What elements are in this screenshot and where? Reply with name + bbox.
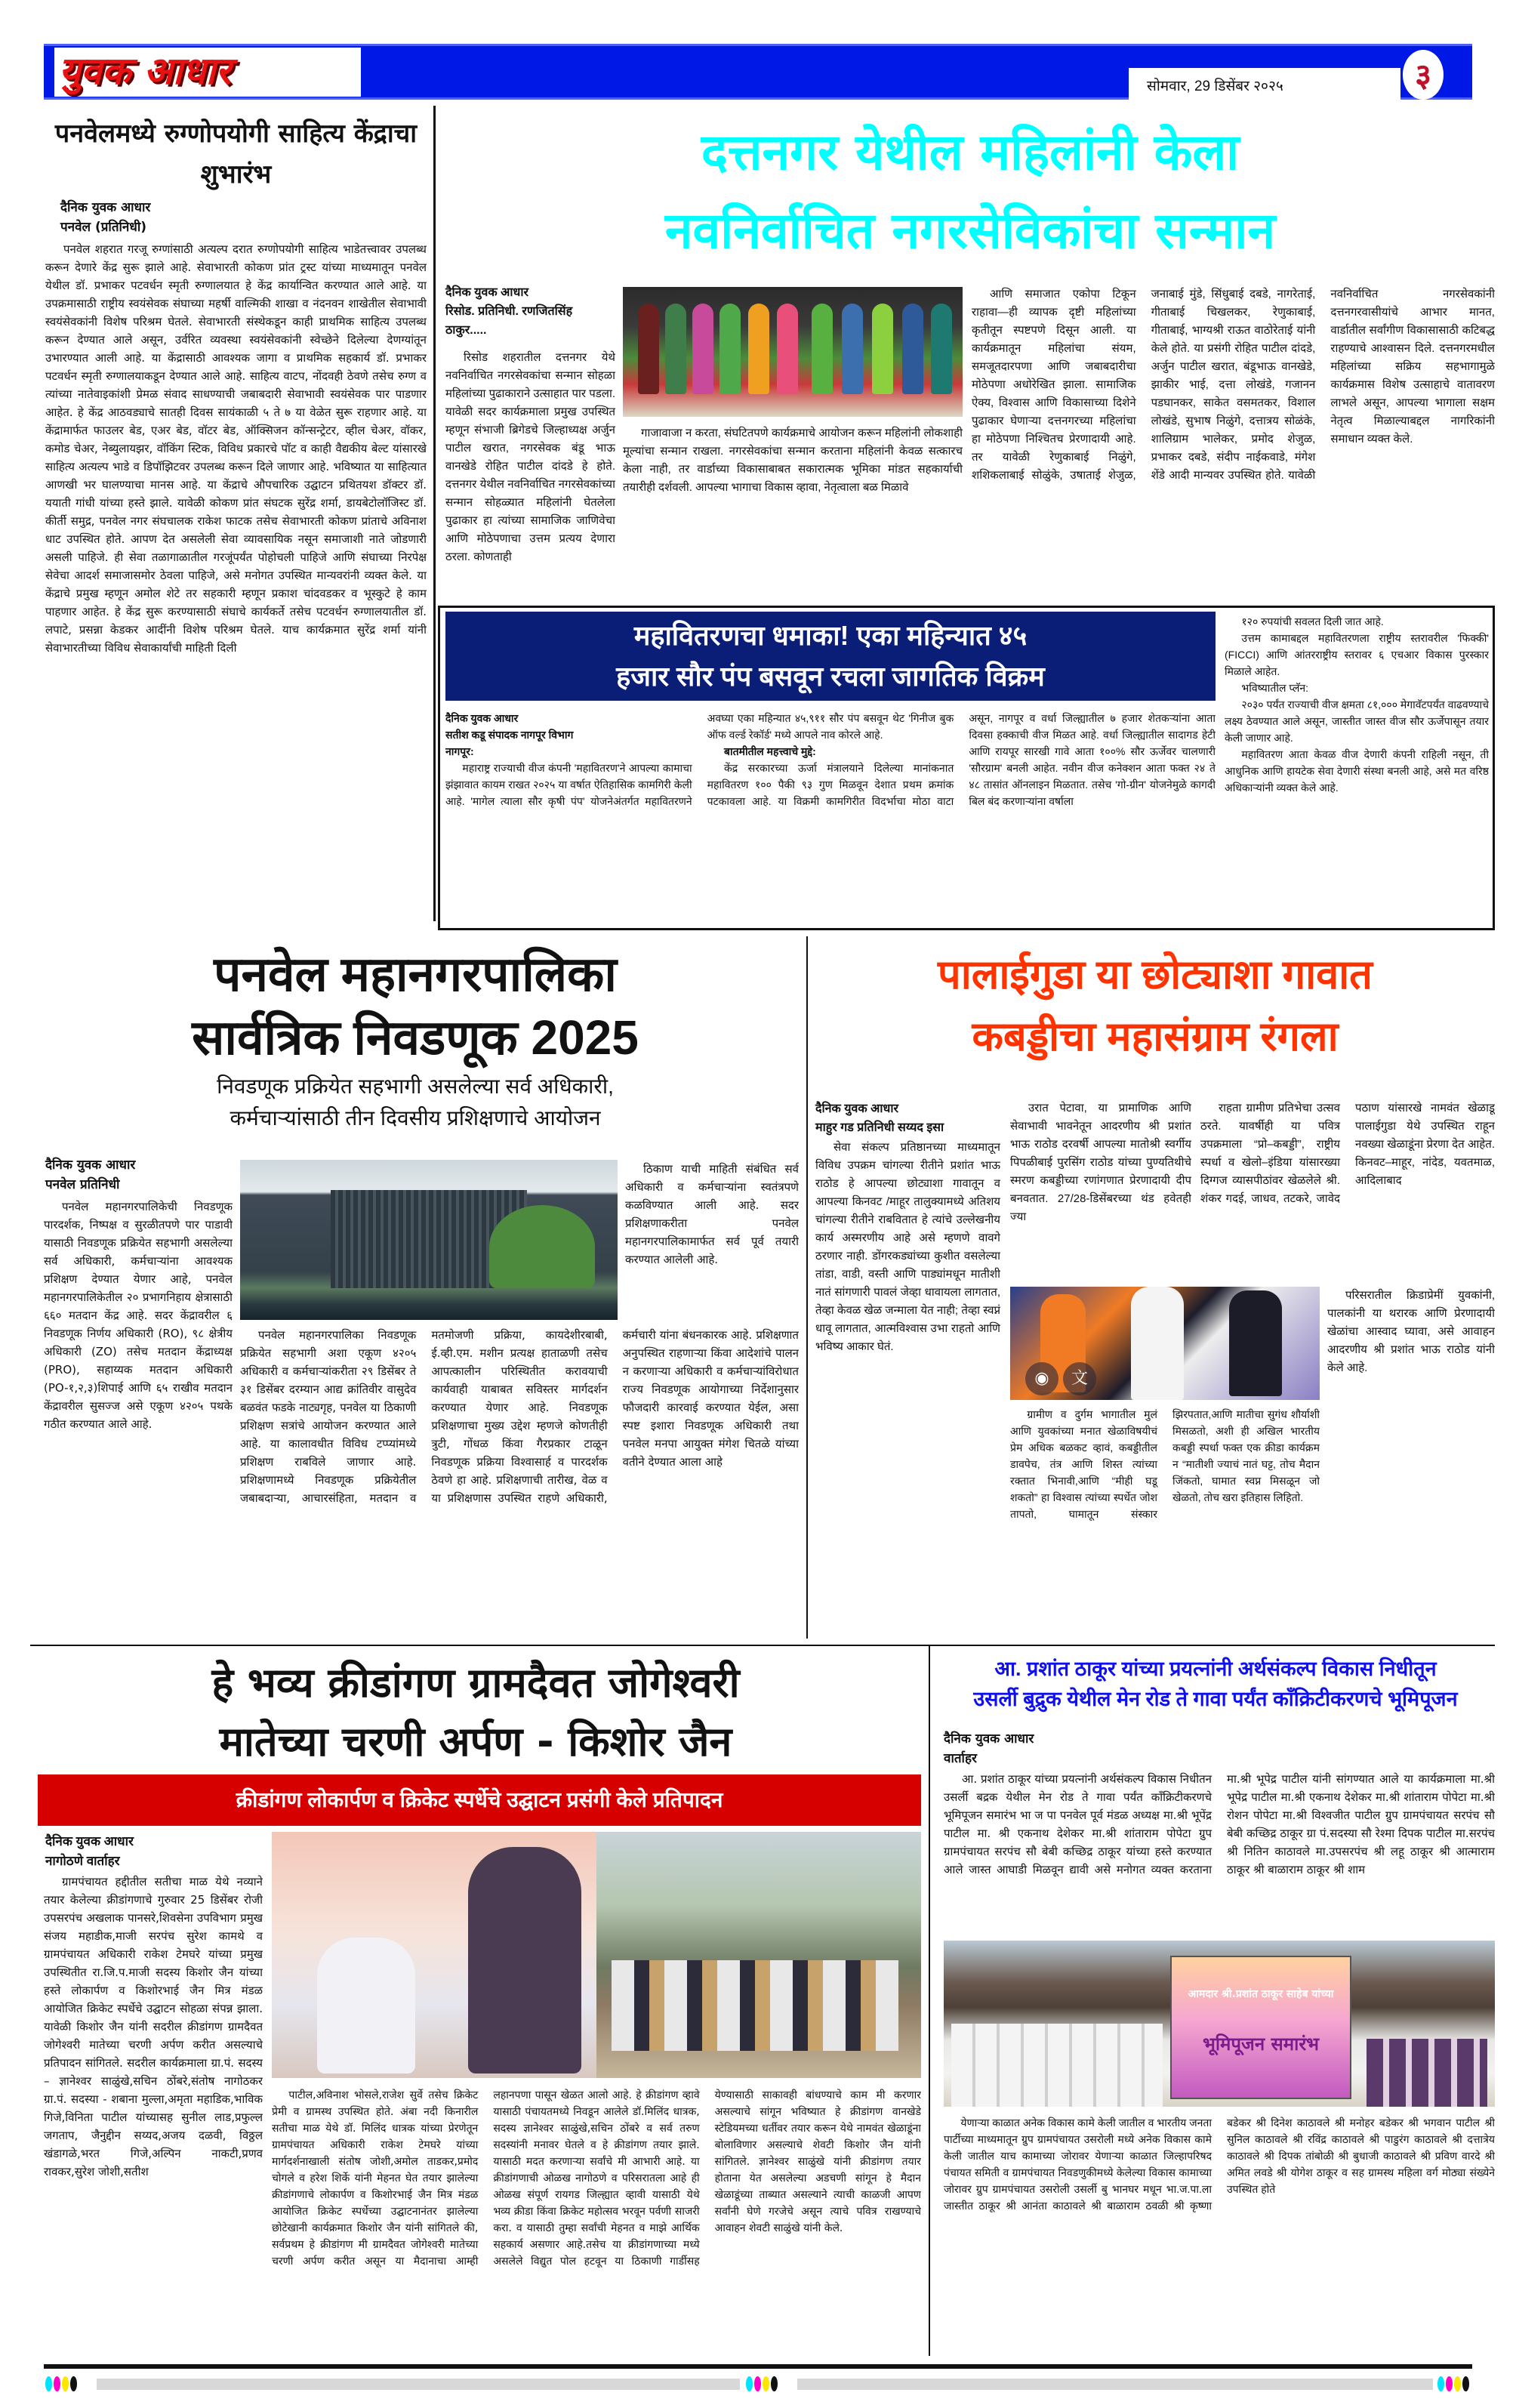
side-text: १२० रुपयांची सवलत दिली जात आहे. bbox=[1241, 615, 1384, 627]
registration-marks-right bbox=[1437, 2376, 1471, 2391]
byline-reporter: माहुर गड प्रतिनिधी सय्यद इसा bbox=[815, 1121, 944, 1134]
article5-column-2 bbox=[1010, 1099, 1191, 1279]
player bbox=[1229, 1290, 1282, 1396]
article2-text: रिसोड शहरातील दत्तनगर येथे नवनिर्वाचित नगरसेवकांचा सन्मान सोहळा महिलांच्या पुढाकाराने उत्साहात पार पडला. यावेळी सदर कार्यक्रमाला प्रमुख उपस्थित म्हणून संभाजी ब्रिगेडचे जिल्हाध्यक्ष अर्जुन पाटील खरात, नगरसेवक बंडू भाऊ वानखेडे रोहित पाटील दांदडे हे होते. दत्तनगर येथील नवनिर्वाचित नगरसेवकांच्या सन्मान सोहळ्यात महिलांनी घेतलेला पुढाकार हा त्यांच्या सामाजिक जाणिवेचा आणि मोठेपणाचा उत्तम प्रत्यय देणारा ठरला. कोणताही bbox=[445, 351, 615, 563]
cyan-dot bbox=[1437, 2376, 1444, 2391]
cyan-dot bbox=[45, 2376, 52, 2391]
article2-text: गाजावाजा न करता, संघटितपणे कार्यक्रमाचे आयोजन करून महिलांनी लोकशाही मूल्यांचा सन्मान राखला. नगरसेवकांचा सन्मान करताना महिलांनी केवळ सत्कारच केला नाही, तर वार्डाच्या विकासाबाबत सकारात्मक भूमिका मांडत सहकार्याची तयारीही दर्शवली. आपल्या भागाचा विकास व्हावा, नेतृत्वाला बळ मिळावे bbox=[623, 427, 963, 494]
byline-paper: दैनिक युवक आधार bbox=[45, 1834, 134, 1848]
article6-body bbox=[272, 2087, 921, 2348]
magenta-dot bbox=[1446, 2376, 1453, 2391]
municipal-building-photo bbox=[240, 1160, 618, 1320]
article6-column-a bbox=[44, 1873, 263, 2348]
translate-icon[interactable]: 文 bbox=[1063, 1362, 1096, 1395]
footer-rule bbox=[44, 2364, 1472, 2369]
byline-paper: दैनिक युवक आधार bbox=[45, 1158, 136, 1173]
photo-figure bbox=[842, 304, 863, 394]
section-divider bbox=[30, 1645, 1495, 1646]
bhoomipujan-photo bbox=[944, 1941, 1495, 2107]
black-dot bbox=[1462, 2376, 1469, 2391]
black-dot bbox=[70, 2376, 77, 2391]
event-banner bbox=[1170, 1956, 1351, 2099]
article3-text: महाराष्ट्र राज्याची वीज कंपनी 'महावितरण'ने आपल्या कामाचा झंझावात कायम राखत २०२५ या वर्षात ऐतिहासिक कामगिरी केली आहे. 'मागेल त्याला सौर कृषी पंप' योजनेअंतर्गत महावितरणने अवघ्या एका महिन्यात ४५,९११ सौर पंप बसवून थेट 'गिनीज बुक ऑफ वर्ल्ड रेकॉर्ड' मध्ये आपले नाव कोरले आहे. bbox=[445, 712, 954, 807]
article7-body-2 bbox=[944, 2114, 1495, 2348]
photo-figure bbox=[931, 304, 952, 394]
seated-figure bbox=[317, 1938, 415, 2073]
photo-figure bbox=[638, 304, 659, 394]
yellow-dot bbox=[62, 2376, 69, 2391]
registration-bar bbox=[797, 2379, 1433, 2390]
article7-text: येणाऱ्या काळात अनेक विकास कामे केली जातील व भारतीय जनता पार्टीच्या माध्यमातून ग्रुप ग्रामपंचायत उसरोली मध्ये अनेक विकास कामे केली जातील याच कामाच्या जोरावर येणाऱ्या काळात जिल्हापरिषद पंचायत समिती व ग्रामपंचायत निवडणुकीमध्ये केलेल्या विकास कामाच्या जोरावर ग्रुप ग्रामपंचायत उसरोली उसर्ली बु भानघर मधून भा.ज.पा.ला जास्तीत ठाकूर श्री आनंता काठावले श्री बाळाराम ठवळी श्री कृष्णा बडेकर श्री दिनेश काठावले श्री मनोहर बडेकर श्री भगवान पाटील श्री सुनिल काठावले श्री रविंद्र काठावले श्री पाडुरंग काठावले श्री दत्तात्रेय काठावले श्री दिपक तांबोळी श्री बुधाजी काठावले श्री प्रविण वारदे श्री अमित लवडे श्री योगेश ठाकूर व सह ग्रामस्थ महिला वर्ग मोठ्या संख्येने उपस्थित होते bbox=[944, 2117, 1495, 2212]
article2-column-c bbox=[972, 285, 1495, 598]
player bbox=[1131, 1287, 1184, 1400]
article6-text: ग्रामपंचायत हद्दीतील सतीचा माळ येथे नव्याने तयार केलेल्या क्रीडांगणाचे गुरुवार 25 डिसेंबर रोजी उपसरपंच अखलाक पानसरे,शिवसेना उपविभाग प्रमुख संजय महाडीक,माजी सरपंच सुरेश कामथे व ग्रामपंचायत अधिकारी राकेश टेमघरे यांच्या प्रमुख उपस्थितीत रा.जि.प.माजी सदस्य किशोर जैन यांच्या हस्ते लोकार्पण व किशोरभाई जैन मित्र मंडळ आयोजित क्रिकेट स्पर्धेचे उद्घाटन सोहळा संपन्न झाला. यावेळी किशोर जैन यांनी सदरील क्रीडांगण ग्रामदैवत जोगेश्वरी मातेच्या चरणी अर्पण करीत असल्याचे प्रतिपादन सांगितले. सदरील कार्यक्रमाला ग्रा.पं. सदस्य – ज्ञानेश्वर साळुंखे,सचिन ठोंबरे,संतोष नागोठकर ग्रा.पं. सदस्या - शबाना मुल्ला,अमृता महाडिक,भाविक गिजे,विनिता पाटील यांच्यासह सुनील लाड,प्रफुल्ल जगताप, जैनुद्दीन सय्यद,अजय दळवी, विठ्ठल खंडागळे,भरत गिजे,अल्पिन नाकटी,प्रणव रावकर,सुरेश जोशी,सतीश bbox=[44, 1875, 263, 2178]
byline-place: नागपूर: bbox=[445, 745, 474, 757]
article4-headline bbox=[30, 942, 800, 1069]
article2-byline bbox=[445, 283, 615, 340]
article4-text: पनवेल महानगरपालिकेची निवडणूक पारदर्शक, निष्पक्ष व सुरळीतपणे पार पाडावी यासाठी निवडणूक प्रक्रियेत सहभागी असलेल्या सर्व अधिकारी, कर्मचाऱ्यांना आवश्यक प्रशिक्षण देण्यात येणार आहे, पनवेल महानगरपालिकेतील २० प्रभागनिहाय क्षेत्रासाठी ६६० मतदान केंद्र आहे. सदर केंद्रावरील ६ निवडणूक निर्णय अधिकारी (RO), ९८ क्षेत्रीय अधिकारी (ZO) तसेच मतदान केंद्राध्यक्ष (PRO), सहाय्यक मतदान अधिकारी (PO-१,२,३)शिपाई आणि ६५ राखीव मतदान केंद्रावरील सुसज्ज असे एकूण ४२०५ पथके गठीत करण्यात आले आहे. bbox=[44, 1200, 233, 1431]
crowd bbox=[612, 1960, 898, 2051]
article3-headline-banner bbox=[445, 612, 1216, 701]
article3-text: केंद्र सरकारच्या ऊर्जा मंत्रालयाने दिलेल्या मानांकनात महावितरण १०० पैकी ९३ गुण मिळवून देशात प्रथम क्रमांक पटकावला आहे. या विक्रमी कामगिरीत विदर्भाचा मोठा वाटा असून, नागपूर व वर्धा जिल्ह्यातील ७ हजार शेतकऱ्यांना आता दिवसा हक्काची वीज मिळत आहे. वर्धा जिल्ह्यातील सादागड हेटी आणि रायपूर सारखी गावे आता १००% सौर ऊर्जेवर चालणारी 'सौरग्राम' बनली आहेत. नवीन वीज कनेक्शन आता फक्त २४ ते ४८ तासांत ऑनलाइन मिळतात. तसेच 'गो-ग्रीन' योजनेमुळे कागदी बिल बंद करणाऱ्यांना वर्षाला bbox=[707, 712, 1216, 807]
photo-figure bbox=[692, 304, 713, 394]
byline-reporter: पनवेल (प्रतिनिधी) bbox=[60, 220, 146, 235]
speaker-photo bbox=[272, 1832, 596, 2078]
headline-line-2: उसर्ली बुद्रुक येथील मेन रोड ते गावा पर्यंत कॉंक्रिटीकरणचे भूमिपूजन bbox=[973, 1688, 1458, 1710]
article3-side-column bbox=[1225, 613, 1489, 926]
headline-line-1: आ. प्रशांत ठाकूर यांच्या प्रयत्नांनी अर्थसंकल्प विकास निधीतून bbox=[994, 1657, 1437, 1680]
black-dot bbox=[771, 2376, 778, 2391]
article6-text: पाटील,अविनाश भोसले,राजेश सुर्वे तसेच क्रिकेट प्रेमी व ग्रामस्थ उपस्थित होते. अंबा नदी किनारील सतीचा माळ येथे डॉ. मिलिंद धात्रक यांच्या प्रेरणेतून ग्रामपंचायत अधिकारी राकेश टेमघरे यांच्या मार्गदर्शनाखाली संतोष जोशी,अमोल ताडकर,प्रमोद चोगले व हरेश शिर्के यांनी मेहनत घेत तयार झालेल्या क्रीडांगणाचे लोकार्पण व किशोरभाई जैन मित्र मंडळ आयोजित क्रिकेट स्पर्धेच्या उद्घाटनानंतर झालेल्या छोटेखानी कार्यक्रमात किशोर जैन यांनी सांगितले की, सर्वप्रथम हे क्रीडांगण मी ग्रामदैवत जोगेश्वरी मातेच्या चरणी अर्पण करीत असून या मैदानाचा आम्ही लहानपणा पासून खेळत आलो आहे. हे क्रीडांगण व्हावे यासाठी पंचायतमध्ये निवडून आलेले डॉ.मिलिंद धात्रक, सदस्य ज्ञानेश्वर साळुंखे,सचिन ठोंबरे व सर्व तरुण सदस्यांनी मनावर घेतले व हे क्रीडांगण तयार झाले. यासाठी मदत करणाऱ्या सर्वांचे मी आभारी आहे. या क्रीडांगणाची ओळख नागोठणे व परिसरातला आहे ही ओळख संपूर्ण रायगड जिल्ह्यात व्हावी यासाठी येथे भव्य क्रीडा किंवा क्रिकेट महोत्सव भरवून पर्वणी साजरी करा. व यासाठी तुम्हा सर्वांची मेहनत व माझे आर्थिक सहकार्य असणार आहे.तसेच या क्रीडांगणाच्या मध्ये असलेले विद्युत पोल हटवून या ठिकाणी गार्डीसह येण्यासाठी साकावही बांधण्याचे काम मी करणार असल्याचे सांगून भविष्यात हे क्रीडांगण वानखेडे स्टेडियमच्या धर्तीवर तयार करून येथे नामवंत खेळाडूंना बोलाविणार असल्याचे शेवटी किशोर जैन यांनी सांगितले. ज्ञानेश्वर साळुंखे यांनी क्रीडांगण तयार होताना येत असलेल्या अडचणी सांगून हे मैदान खेळाडूंच्या ताब्यात असल्याने त्याची काळजी आपण सर्वांनी घेणे गरजेचे असून त्याचे पवित्र राखण्याचे आवाहन शेवटी साळुंखे यांनी केले. bbox=[272, 2089, 921, 2268]
photo-figure bbox=[872, 304, 893, 394]
article5-column-3 bbox=[1200, 1099, 1495, 1279]
article1-byline bbox=[60, 198, 423, 237]
byline-reporter: वार्ताहर bbox=[944, 1751, 977, 1766]
byline-reporter: सतीश कडू संपादक नागपूर विभाग bbox=[445, 729, 574, 741]
byline-paper: दैनिक युवक आधार bbox=[815, 1102, 899, 1115]
headline-line-2: कबड्डीचा महासंग्राम रंगला bbox=[972, 1014, 1339, 1059]
ground-inauguration-photo bbox=[596, 1832, 921, 2078]
article5-bottom bbox=[1010, 1406, 1320, 1633]
page-number: ३ bbox=[1415, 57, 1431, 94]
article5-text: उरात पेटावा, या प्रामाणिक आणि सेवाभावी भावनेतून आदरणीय श्री प्रशांत भाऊ राठोड दरवर्षी आपल्या मातोश्री स्वर्गीय पिपळीबाई पुरसिंग राठोड यांच्या पुण्यतिथीचे स्मरण कबड्डीच्या रणांगणात प्रेरणादायी दीप बनवतात. 27/28-डिसेंबरच्या थंड हवेतही ज्या bbox=[1010, 1102, 1191, 1223]
women-group bbox=[1367, 2039, 1487, 2107]
logo-box bbox=[54, 48, 361, 97]
column-divider bbox=[929, 1646, 930, 2356]
article7-text: आ. प्रशांत ठाकूर यांच्या प्रयत्नांनी अर्थसंकल्प विकास निधीतन उसर्ली बद्रक येथील मेन रोड ते गावा पर्यंत कॉंक्रिटीकरणचे भूमिपूजन समारंभ भा ज पा पनवेल पूर्व मंडळ अध्यक्ष मा.श्री भूपेंद्र पाटील मा. श्री एकनाथ देशेकर मा.श्री शांताराम पोपेटा ग्रुप ग्रामपंचायत सरपंच सौ बेबी कच्छिद्र ठाकूर यांच्या हस्ते करण्यात आले जास्त आघाडी मिळवून द्यावी असे मनोगत व्यक्त करताना मा.श्री भूपेद्र पाटील यांनी सांगण्यात आले या कार्यक्रमाला मा.श्री भूपेद्र पाटील मा.श्री एकनाथ देशेकर मा.श्री शांताराम पोपेटा मा.श्री रोशन पोपेटा मा.श्री विश्वजीत पाटील ग्रुप ग्रामपंचायत सरपंच सौ बेबी कच्छिद्र ठाकूर ग्रा पं.सदस्या सौ रेश्मा दिपक पाटील मा.सरपंच श्री नितिन काठावले मा.उपसरपंच श्री लहू ठाकूर श्री आत्माराम ठाकूर श्री बाळाराम ठाकूर श्री शाम bbox=[944, 1772, 1495, 1876]
photo-figure bbox=[902, 304, 923, 394]
byline-paper: दैनिक युवक आधार bbox=[445, 286, 529, 299]
article4-body bbox=[240, 1326, 799, 1636]
crowd bbox=[951, 2024, 1163, 2107]
article4-byline bbox=[45, 1155, 234, 1195]
registration-marks-center bbox=[746, 2376, 779, 2391]
article4-text: ठिकाण याची माहिती संबंधित सर्व अधिकारी व कर्मचाऱ्यांना स्वतंत्रपणे कळविण्यात आली आहे. सदर प्रशिक्षणाकरीता पनवेल महानगरपालिकामार्फत सर्व पूर्व तयारी करण्यात आलेली आहे. bbox=[625, 1162, 799, 1266]
article7-headline bbox=[936, 1654, 1495, 1714]
article1-headline: पनवेलमध्ये रुग्णोपयोगी साहित्य केंद्राचा शुभारंभ bbox=[54, 119, 418, 190]
women-felicitation-photo bbox=[623, 287, 963, 417]
article3-byline bbox=[445, 710, 692, 760]
photo-figure bbox=[777, 304, 798, 394]
byline-paper: दैनिक युवक आधार bbox=[60, 200, 151, 215]
headline-line-1: हे भव्य क्रीडांगण ग्रामदैवत जोगेश्वरी bbox=[211, 1659, 740, 1707]
side-text: भविष्यातील प्लॅन: bbox=[1241, 682, 1309, 694]
article7-body bbox=[944, 1770, 1495, 1933]
photo-figure bbox=[748, 304, 769, 394]
article4-subheadline bbox=[30, 1071, 800, 1134]
column-divider bbox=[433, 106, 436, 921]
article1-body bbox=[45, 240, 427, 905]
article2-column-b bbox=[623, 424, 963, 598]
article3-body bbox=[445, 710, 1216, 924]
speaker-figure bbox=[468, 1847, 581, 2073]
article2-headline bbox=[445, 113, 1495, 270]
photo-figure bbox=[665, 304, 686, 394]
lens-icon[interactable]: ◉ bbox=[1025, 1362, 1058, 1395]
magenta-dot bbox=[754, 2376, 761, 2391]
banner-title: आमदार श्री.प्रशांत ठाकूर साहेब यांच्या bbox=[1188, 1988, 1334, 2000]
photo-figure bbox=[719, 304, 741, 394]
headline-line-1: महावितरणचा धमाका! एका महिन्यात ४५ bbox=[633, 620, 1028, 651]
subhead-line-1: निवडणूक प्रक्रियेत सहभागी असलेल्या सर्व अधिकारी, bbox=[217, 1075, 614, 1098]
byline-reporter: रिसोड. प्रतिनिधी. रणजितसिंह ठाकुर..... bbox=[445, 305, 573, 337]
article5-right-column bbox=[1327, 1287, 1495, 1501]
byline-paper: दैनिक युवक आधार bbox=[944, 1731, 1034, 1747]
yellow-dot bbox=[763, 2376, 769, 2391]
cyan-dot bbox=[746, 2376, 753, 2391]
kabaddi-match-photo bbox=[1010, 1287, 1320, 1400]
article7-byline bbox=[944, 1729, 1193, 1768]
article5-text: सेवा संकल्प प्रतिष्ठानच्या माध्यमातून विविध उपक्रम चांगल्या रीतीने प्रशांत भाऊ राठोड हे आपल्या छोट्याशा गावातून व आपल्या किनवट /माहूर तालुक्यामध्ये अतिशय चांगल्या रीतीने राबवितात हे त्यांचे उल्लेखनीय कार्य अस्मरणीय आहे असे म्हणणे वावगे ठरणार नाही. डोंगरकड्यांच्या कुशीत वसलेल्या तांडा, वाडी, वस्ती आणि पाड्यांमधून मातीशी नातं सांगणारी पावलं जेव्हा धावायला लागतात, तेव्हा केवळ खेळ जन्माला येत नाही; तेव्हा स्वप्नं धावू लागतात, आत्मविश्वास उभा राहतो आणि भविष्य आकार घेतं. bbox=[815, 1141, 1000, 1353]
column-divider bbox=[806, 936, 808, 1639]
side-text: उत्तम कामाबद्दल महावितरणला राष्ट्रीय स्तरावरील 'फिक्की' (FICCI) आणि आंतरराष्ट्रीय स्तरावर ६ एचआर विकास पुरस्कार मिळाले आहेत. bbox=[1225, 632, 1489, 677]
headline-line-1: दत्तनगर येथील महिलांनी केला bbox=[701, 123, 1240, 181]
points-heading: बातमीतील महत्त्वाचे मुद्दे: bbox=[724, 745, 816, 757]
subhead-line-2: कर्मचाऱ्यांसाठी तीन दिवसीय प्रशिक्षणाचे आयोजन bbox=[230, 1106, 601, 1130]
date-box bbox=[1129, 68, 1400, 101]
registration-bar bbox=[97, 2379, 740, 2390]
photo-figure bbox=[812, 304, 833, 394]
headline-line-2: मातेच्या चरणी अर्पण - किशोर जैन bbox=[219, 1718, 732, 1765]
byline-reporter: नागोठणे वार्ताहर bbox=[45, 1854, 120, 1868]
yellow-dot bbox=[1454, 2376, 1461, 2391]
issue-date: सोमवार, 29 डिसेंबर २०२५ bbox=[1147, 79, 1283, 94]
headline-line-2: नवनिर्वाचित नगरसेविकांचा सन्मान bbox=[664, 202, 1276, 260]
byline-paper: दैनिक युवक आधार bbox=[445, 712, 519, 724]
headline-line-1: पालाईगुडा या छोट्याशा गावात bbox=[938, 952, 1373, 997]
side-text: २०३० पर्यंत राज्याची वीज क्षमता ८१,००० मेगावॅटपर्यंत वाढवण्याचे लक्ष्य ठेवण्यात आले असून, जास्तीत जास्त वीज सौर ऊर्जेपासून तयार केली जाणार आहे. bbox=[1225, 698, 1489, 744]
byline-reporter: पनवेल प्रतिनिधी bbox=[45, 1177, 120, 1192]
article5-text: राहता ग्रामीण प्रतिभेचा उत्सव ठरते. यावर्षीही या पवित्र उपक्रमाला “प्रो–कबड्डी”, राष्ट्रीय स्पर्धा व खेलो–इंडिया यांसारख्या दिग्गज व्यासपीठांवर खेळलेले श्री. शंकर गदई, जाधव, तटकरे, जावेद पठाण यांसारखे नामवंत खेळाडू पालाईगुडा येथे उपस्थित राहून नवख्या खेळाडूंना प्रेरणा देत आहेत. किनवट–माहूर, नांदेड, यवतमाळ, आदिलाबाद bbox=[1200, 1102, 1495, 1205]
banner-main: भूमिपूजन समारंभ bbox=[1202, 2033, 1320, 2055]
article5-headline bbox=[815, 944, 1495, 1068]
article6-red-banner: क्रीडांगण लोकार्पण व क्रिकेट स्पर्धेचे उद्घाटन प्रसंगी केले प्रतिपादन bbox=[38, 1774, 921, 1826]
article5-text: ग्रामीण व दुर्गम भागातील मुलं आणि युवकांच्या मनात खेळाविषयीचं प्रेम अधिक बळकट व्हावं, कबड्डीतील डावपेच, तंत्र आणि शिस्त त्यांच्या रक्तात भिनावी,आणि “मीही घडू शकतो” हा विश्वास त्यांच्या स्पर्धेत जोश तापतो, घामातून संस्कार झिरपतात,आणि मातीचा सुगंध शौर्याशी मिसळतो, अशी ही अखिल भारतीय कबड्डी स्पर्धा फक्त एक क्रीडा कार्यक्रम न “मातीशी ज्याचं नातं घट्ट, तोच मैदान जिंकतो, घामात स्वप्न मिसळून जो खेळतो, तोच खरा इतिहास लिहितो. bbox=[1010, 1408, 1320, 1520]
article4-column-a bbox=[44, 1198, 233, 1636]
headline-line-2: सार्वत्रिक निवडणूक 2025 bbox=[192, 1010, 639, 1065]
magenta-dot bbox=[54, 2376, 60, 2391]
page-number-badge bbox=[1403, 50, 1444, 100]
tree bbox=[489, 1205, 595, 1288]
registration-marks-left bbox=[45, 2376, 79, 2391]
article5-text: परिसरातील क्रिडाप्रेमीं युवकांनी, पालकांनी या थरारक आणि प्रेरणादायी खेळांचा आस्वाद घ्यावा, असे आवाहन आदरणीय श्री प्रशांत भाऊ राठोड यांनी केले आहे. bbox=[1327, 1289, 1495, 1374]
article4-text: पनवेल महानगरपालिका निवडणूक प्रक्रियेत सहभागी अशा एकूण ४२०५ अधिकारी व कर्मचाऱ्यांकरीता २९ डिसेंबर ते ३१ डिसेंबर दरम्यान आद्य क्रांतिवीर वासुदेव बळवंत फडके नाट्यगृह, पनवेल या ठिकाणी प्रशिक्षण सत्रांचे आयोजन करण्यात आले आहे. या कालावधीत विविध टप्प्यांमध्ये प्रशिक्षण राबविले जाणार आहे. प्रशिक्षणामध्ये निवडणूक प्रक्रियेतील जबाबदाऱ्या, आचारसंहिता, मतदान व मतमोजणी प्रक्रिया, कायदेशीरबाबी, ई.व्ही.एम. मशीन प्रत्यक्ष हाताळणी तसेच आपत्कालीन परिस्थितीत करावयाची कार्यवाही याबाबत सविस्तर मार्गदर्शन करण्यात येणार आहे. निवडणूक प्रशिक्षणाचा मुख्य उद्देश म्हणजे कोणतीही त्रुटी, गोंधळ किंवा गैरप्रकार टाळून निवडणूक प्रक्रिया विश्वासार्ह व पारदर्शक ठेवणे हा आहे. प्रशिक्षणाची तारीख, वेळ व या प्रशिक्षणास उपस्थित राहणे अधिकारी, कर्मचारी यांना बंधनकारक आहे. प्रशिक्षणात अनुपस्थित राहणाऱ्या किंवा आदेशांचे पालन न करणाऱ्या अधिकारी व कर्मचाऱ्यांविरोधात राज्य निवडणूक आयोगाच्या निर्देशानुसार फौजदारी कारवाई करण्यात येईल, असा स्पष्ट इशारा निवडणूक अधिकारी तथा पनवेल मनपा आयुक्त मंगेश चितळे यांच्या वतीने देण्यात आला आहे bbox=[240, 1328, 799, 1505]
article5-byline bbox=[815, 1099, 1000, 1137]
article5-column-1 bbox=[815, 1139, 1000, 1501]
newspaper-logo: युवक आधार bbox=[59, 49, 231, 93]
article2-text: आणि समाजात एकोपा टिकून राहावा—ही व्यापक दृष्टी महिलांच्या कृतीतून स्पष्टपणे दिसून आली. या कार्यक्रमातून महिलांचा संयम, समजूतदारपणा आणि जबाबदारीचा मोठेपणा अधोरेखित झाला. सामाजिक ऐक्य, विश्वास आणि विकासाच्या दिशेने पुढाकार घेणाऱ्या दत्तनगरच्या महिलांचा हा मोठेपणा निश्चितच प्रेरणादायी आहे. तर यावेळी रेणुकाबाई निळुंगे, शशिकलाबाई सोळुंके, उषाताई शेजुळ, जनाबाई मुंडे, सिंधुबाई दबडे, नागरेताई, गीताबाई चिखलकर, रेणुकाबाई, गीताबाई, भाग्यश्री राऊत वाठोरेताई यांनी केले होते. या प्रसंगी रोहित पाटील दांदडे, अर्जुन पाटील खरात, बंडूभाऊ वानखेडे, झाकीर भाई, दत्ता लोखंडे, गजानन पडघानकर, साकेत वसमतकर, विशाल लोखंडे, सुभाष निळुंगे, दत्तात्रय सोळंके, शालिग्राम भालेकर, प्रमोद शेजुळ, प्रभाकर दबडे, संदीप नाईकवाडे, मंगेश शेंडे आदी मान्यवर उपस्थित होते. यावेळी नवनिर्वाचित नगरसेवकांनी दत्तनगरवासीयांचे आभार मानत, वार्डातील सर्वांगीण विकासासाठी कटिबद्ध राहण्याचे आश्वासन दिले. दत्तनगरमधील महिलांच्या सक्रिय सहभागामुळे कार्यक्रमास विशेष उत्साहाचे वातावरण लाभले असून, आपल्या भागाला सक्षम नेतृत्व मिळाल्याबद्दल नागरिकांनी समाधान व्यक्त केले. bbox=[972, 288, 1495, 482]
headline-line-1: पनवेल महानगरपालिका bbox=[214, 947, 617, 1001]
article6-byline bbox=[45, 1832, 264, 1871]
article1-text: पनवेल शहरात गरजू रुग्णांसाठी अत्यल्प दरात रुग्णोपयोगी साहित्य भाडेतत्त्वावर उपलब्ध करून देणारे केंद्र सुरू झाले आहे. सेवाभारती कोकण प्रांत ट्रस्ट यांच्या माध्यमातून पनवेल येथील डॉ. प्रभाकर पटवर्धन स्मृती रुग्णालयात हे केंद्र कार्यान्वित करण्यात आले आहे. या उपक्रमासाठी राष्ट्रीय स्वयंसेवक संघाच्या महर्षी वाल्मिकी शाखा व नंदनवन शाखेतील सेवाभावी स्वयंसेवकांनी विशेष परिश्रम घेतले. सेवाभारती संस्थेकडून काही प्राथमिक साहित्य उपलब्ध करून देण्यात आले असून, उर्वरित व्यवस्था स्वयंसेवकांनी स्वेच्छेने दिलेल्या देणग्यांतून उभारण्यात आली आहे. या केंद्रासाठी आवश्यक जागा व प्राथमिक सहकार्य डॉ. प्रभाकर पटवर्धन स्मृती रुग्णालयाकडून देण्यात आले आहे. साहित्य वाटप, नोंदवही ठेवणे तसेच रुग्ण व त्यांच्या नातेवाइकांशी प्रेमळ संवाद साधण्याची जबाबदारी सेवाभावी स्वयंसेवक पार पाडणार आहेत. हे केंद्र आठवड्याचे सातही दिवस सायंकाळी ५ ते ७ या वेळेत सुरू राहणार आहे. या केंद्रामार्फत फाउलर बेड, एअर बेड, वॉटर बेड, ऑक्सिजन कॉन्सन्ट्रेटर, व्हील चेअर, वॉकर, कमोड चेअर, नेब्युलायझर, वॉकिंग स्टिक, विविध प्रकारचे पॉट व काही वैद्यकीय बेल्ट यांसारखे साहित्य अत्यल्प भाडे व डिपॉझिटवर उपलब्ध करून दिले जाणार आहे. भविष्यात या साहित्यात आणखी भर घालण्याचा मानस आहे. या केंद्राचे औपचारिक उद्घाटन प्रथितयश डॉक्टर डॉ. ययाती गांधी यांच्या हस्ते झाले. यावेळी कोकण प्रांत संघटक सुरेंद्र शर्मा, डायबेटोलॉजिस्ट डॉ. कीर्ती समुद्र, पनवेल नगर संघचालक राकेश फाटक तसेच सेवाभारती कोकण प्रांताचे अविनाश धाट उपस्थित होते. आपण देत असलेली सेवा व्यावसायिक नसून समाजाशी नाते जोडणारी असली पाहिजे. ही सेवा तळागाळातील गरजूंपर्यंत पोहोचली पाहिजे आणि संघाच्या निरपेक्ष सेवेचा आदर्श समाजासमोर ठेवला पाहिजे, असे मनोगत उपस्थित मान्यवरांनी व्यक्त केले. या केंद्राचे प्रमुख म्हणून अमोल शेटे तर सहकारी म्हणून प्रकाश चांदवडकर व भूस्कुटे हे काम पाहणार आहेत. हे केंद्र सुरू करण्यासाठी संघाचे कार्यकर्ते तसेच पटवर्धन रुग्णालयातील डॉ. लपाटे, प्रसन्ना केडकर आदींनी विशेष परिश्रम घेतले. याच कार्यक्रमात सुरेंद्र शर्मा यांनी सेवाभारतीच्या विविध सेवाकार्यांची माहिती दिली bbox=[45, 242, 427, 655]
side-text: महावितरण आता केवळ वीज देणारी कंपनी राहिली नसून, ती आधुनिक आणि हायटेक सेवा देणारी संस्था बनली आहे, असे मत वरिष्ठ अधिकाऱ्यांनी व्यक्त केले आहे. bbox=[1225, 748, 1489, 794]
article2-column-a bbox=[445, 349, 615, 598]
article4-column-right bbox=[625, 1160, 799, 1320]
article6-headline bbox=[30, 1654, 921, 1771]
headline-line-2: हजार सौर पंप बसवून रचला जागतिक विक्रम bbox=[616, 661, 1045, 692]
